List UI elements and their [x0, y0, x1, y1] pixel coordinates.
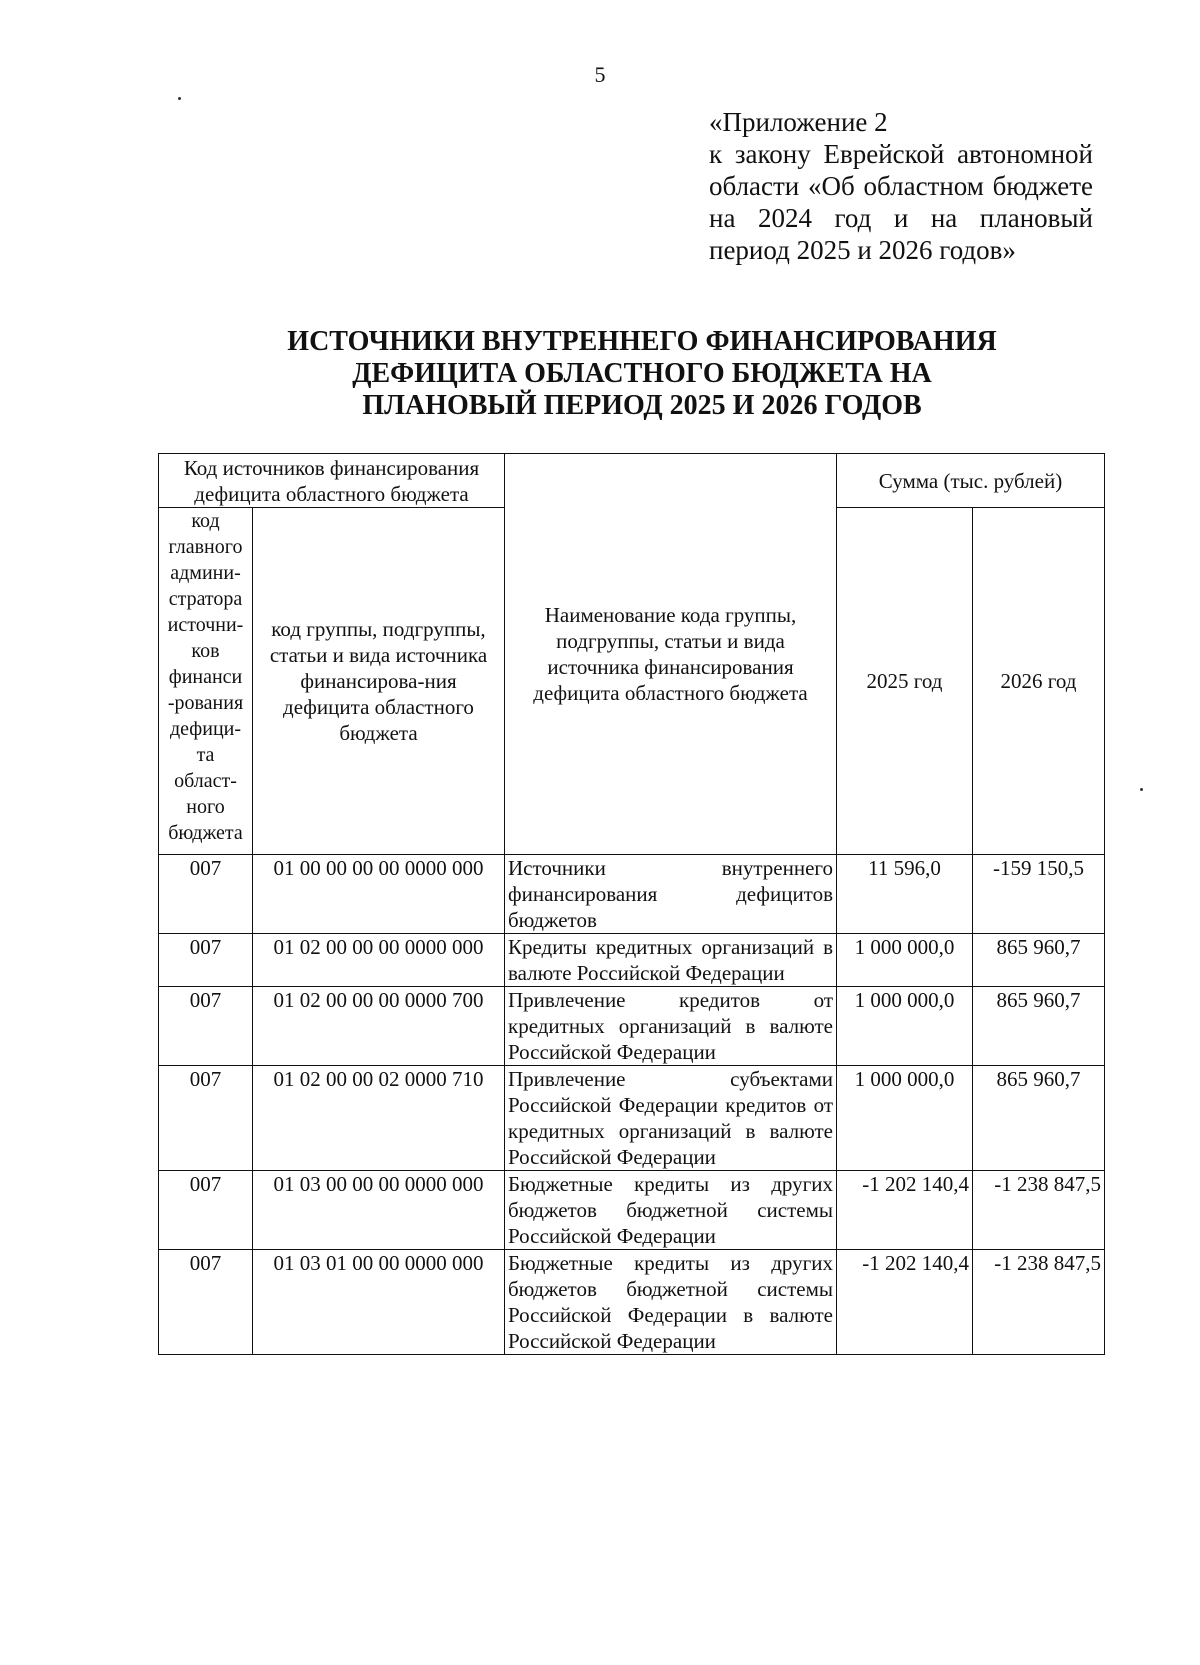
financing-sources-table — [158, 453, 1105, 1355]
title-line: ИСТОЧНИКИ ВНУТРЕННЕГО ФИНАНСИРОВАНИЯ — [287, 326, 997, 357]
cell-amount-2026: -1 238 847,5 — [973, 1171, 1105, 1250]
appendix-line: «Приложение 2 — [709, 107, 888, 137]
cell-source-code: 01 03 01 00 00 0000 000 — [253, 1250, 505, 1355]
scan-dot — [1140, 788, 1143, 791]
header-admin-line: код — [191, 510, 220, 532]
cell-admin-code: 007 — [159, 987, 253, 1066]
header-admin-line: дефици- — [169, 718, 242, 740]
header-admin-line: ного — [186, 796, 225, 818]
cell-source-name: Привлечение субъектами Российской Федерации кредитов от кредитных организаций в валюте Российской Федерации — [505, 1066, 837, 1171]
header-admin-line: админи- — [170, 562, 241, 584]
header-admin-line: област- — [174, 770, 237, 792]
scan-dot — [178, 97, 181, 100]
cell-source-code: 01 00 00 00 00 0000 000 — [253, 855, 505, 934]
cell-source-code: 01 02 00 00 02 0000 710 — [253, 1066, 505, 1171]
cell-source-name: Кредиты кредитных организаций в валюте Российской Федерации — [505, 934, 837, 987]
table-row — [159, 934, 1105, 987]
header-admin-line: источни- — [167, 614, 244, 636]
cell-amount-2025: -1 202 140,4 — [837, 1171, 973, 1250]
table-row — [159, 1250, 1105, 1355]
table-row — [159, 1066, 1105, 1171]
cell-source-name: Бюджетные кредиты из других бюджетов бюджетной системы Российской Федерации в валюте Российской Федерации — [505, 1250, 837, 1355]
appendix-line: области «Об областном бюджете — [709, 171, 1093, 201]
cell-amount-2026: -1 238 847,5 — [973, 1250, 1105, 1355]
cell-source-name: Привлечение кредитов от кредитных организаций в валюте Российской Федерации — [505, 987, 837, 1066]
header-admin-line: стратора — [168, 588, 243, 610]
cell-amount-2025: -1 202 140,4 — [837, 1250, 973, 1355]
cell-source-code: 01 02 00 00 00 0000 000 — [253, 934, 505, 987]
header-row-1 — [159, 454, 1105, 508]
cell-amount-2025: 1 000 000,0 — [837, 987, 973, 1066]
cell-admin-code: 007 — [159, 1066, 253, 1171]
header-admin-line: бюджета — [168, 822, 243, 844]
cell-admin-code: 007 — [159, 855, 253, 934]
title-line: ПЛАНОВЫЙ ПЕРИОД 2025 И 2026 ГОДОВ — [362, 390, 922, 421]
header-admin-code — [159, 508, 253, 855]
cell-amount-2026: 865 960,7 — [973, 987, 1105, 1066]
cell-amount-2026: 865 960,7 — [973, 934, 1105, 987]
cell-source-name: Источники внутреннего финансирования дефицитов бюджетов — [505, 855, 837, 934]
appendix-line: период 2025 и 2026 годов» — [709, 235, 1016, 265]
header-name: Наименование кода группы, подгруппы, статьи и вида источника финансирования дефицита областного бюджета — [505, 454, 837, 855]
table-row — [159, 987, 1105, 1066]
header-group-code: код группы, подгруппы, статьи и вида источника финансирова-ния дефицита областного бюджета — [253, 508, 505, 855]
header-admin-line: -рования — [167, 692, 244, 714]
cell-amount-2025: 1 000 000,0 — [837, 1066, 973, 1171]
cell-admin-code: 007 — [159, 1250, 253, 1355]
cell-admin-code: 007 — [159, 1171, 253, 1250]
cell-source-code: 01 02 00 00 00 0000 700 — [253, 987, 505, 1066]
appendix-note — [709, 106, 1093, 266]
document-title — [0, 326, 1200, 422]
header-admin-line: ков — [191, 640, 220, 662]
cell-amount-2026: -159 150,5 — [973, 855, 1105, 934]
header-year-2025: 2025 год — [837, 508, 973, 855]
cell-source-code: 01 03 00 00 00 0000 000 — [253, 1171, 505, 1250]
cell-amount-2025: 1 000 000,0 — [837, 934, 973, 987]
cell-admin-code: 007 — [159, 934, 253, 987]
title-line: ДЕФИЦИТА ОБЛАСТНОГО БЮДЖЕТА НА — [352, 358, 932, 389]
appendix-line: на 2024 год и на плановый — [709, 203, 1093, 233]
header-admin-line: та — [196, 744, 215, 766]
table-row — [159, 855, 1105, 934]
appendix-line: к закону Еврейской автономной — [709, 139, 1093, 169]
header-admin-line: главного — [168, 536, 243, 558]
header-code-group: Код источников финансирования дефицита областного бюджета — [159, 454, 505, 508]
cell-amount-2025: 11 596,0 — [837, 855, 973, 934]
header-sum: Сумма (тыс. рублей) — [837, 454, 1105, 508]
cell-amount-2026: 865 960,7 — [973, 1066, 1105, 1171]
table-row — [159, 1171, 1105, 1250]
header-admin-line: финанси — [168, 666, 243, 688]
header-year-2026: 2026 год — [973, 508, 1105, 855]
cell-source-name: Бюджетные кредиты из других бюджетов бюджетной системы Российской Федерации — [505, 1171, 837, 1250]
page-number: 5 — [594, 62, 606, 87]
